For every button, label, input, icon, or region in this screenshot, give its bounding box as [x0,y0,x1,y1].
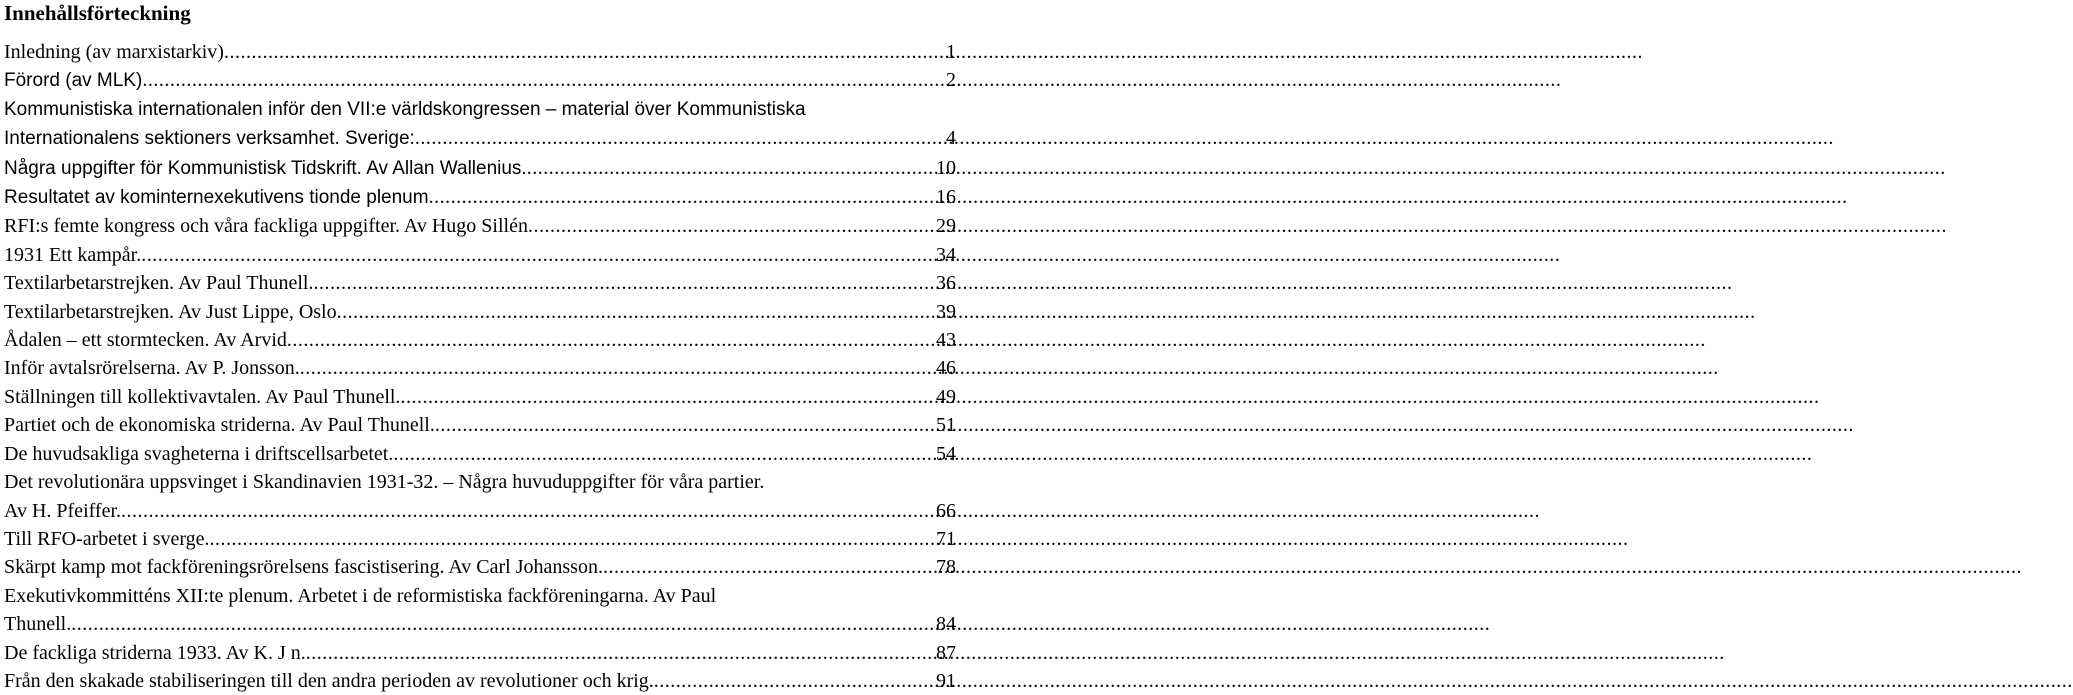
page-number: 87 [936,641,956,664]
toc-entry[interactable] [4,354,956,382]
dot-leader [603,553,934,581]
entry-title: Thunell. [4,613,72,636]
entry-title: 1931 Ett kampår. [4,243,142,266]
dot-leader [654,667,934,695]
entry-title: Resultatet av kominternexekutivens tionde plenum [4,187,429,209]
entry-title: Skärpt kamp mot fackföreningsrörelsens fascistisering. Av Carl Johansson. [4,556,603,579]
dot-leader [224,38,944,66]
dot-leader [210,525,934,553]
entry-title: Textilarbetarstrejken. Av Paul Thunell. [4,272,314,295]
dot-leader [429,183,934,211]
toc-heading: Innehållsförteckning [4,1,191,25]
entry-title: Förord (av MLK) [4,70,143,92]
dot-leader [306,639,934,667]
page-number: 2 [946,69,956,92]
page-number: 49 [936,385,956,408]
page-number: 66 [936,499,956,522]
entry-title: Inledning (av marxistarkiv) [4,41,224,63]
entry-title: Partiet och de ekonomiska striderna. Av Paul Thunell. [4,414,435,437]
dot-leader [400,383,934,411]
page-number: 43 [936,329,956,352]
entry-title: Textilarbetarstrejken. Av Just Lippe, Oslo [4,300,337,323]
table-of-contents [4,38,956,695]
toc-entry[interactable] [4,326,956,354]
page-number: 29 [936,215,956,238]
page-number: 84 [936,613,956,636]
toc-entry[interactable] [4,440,956,468]
dot-leader [142,66,944,94]
toc-entry[interactable] [4,667,956,695]
toc-entry[interactable] [4,183,956,212]
toc-entry[interactable] [4,154,956,183]
page-number: 91 [936,669,956,692]
dot-leader [528,212,934,240]
dot-leader [337,298,934,326]
toc-entry[interactable] [4,96,956,154]
page-number: 39 [936,300,956,323]
document-page [0,0,960,695]
entry-title-line-1: Kommunistiska internationalen inför den VII:e världskongressen – material över Kommunistiska [4,98,806,120]
page-number: 16 [936,186,956,209]
page-number: 10 [936,156,956,179]
entry-title: Några uppgifter för Kommunistisk Tidskrift. Av Allan Wallenius. [4,157,527,179]
entry-title: Av H. Pfeiffer. [4,499,122,522]
entry-title: Internationalens sektioners verksamhet. Sverige: [4,128,415,150]
entry-title-line-1: Det revolutionära uppsvinget i Skandinavien 1931-32. – Några huvuduppgifter för våra partier. [4,471,765,494]
toc-entry[interactable] [4,639,956,667]
page-number: 1 [946,41,956,63]
toc-entry[interactable] [4,525,956,553]
page-number: 71 [936,527,956,550]
dot-leader [287,326,934,354]
page-number: 4 [946,127,956,150]
entry-title: Ställningen till kollektivavtalen. Av Paul Thunell. [4,385,401,408]
dot-leader [141,241,934,269]
toc-entry[interactable] [4,212,956,240]
entry-title: RFI:s femte kongress och våra fackliga uppgifter. Av Hugo Sillén [4,215,528,238]
dot-leader [527,154,934,182]
toc-entry[interactable] [4,66,956,95]
entry-title: Från den skakade stabiliseringen till den andra perioden av revolutioner och krig. [4,669,654,692]
toc-entry[interactable] [4,38,956,66]
dot-leader [415,124,944,152]
toc-entry[interactable] [4,383,956,411]
toc-entry[interactable] [4,298,956,326]
dot-leader [71,610,934,638]
page-number: 46 [936,357,956,380]
entry-title: De fackliga striderna 1933. Av K. J n. [4,641,306,664]
toc-entry[interactable] [4,553,956,581]
dot-leader [121,497,934,525]
dot-leader [393,440,934,468]
page-number: 54 [936,442,956,465]
toc-entry[interactable] [4,468,956,525]
entry-title: Till RFO-arbetet i sverge. [4,527,210,550]
toc-entry[interactable] [4,269,956,297]
toc-entry[interactable] [4,582,956,639]
entry-title: Ådalen – ett stormtecken. Av Arvid [4,329,287,352]
entry-title-line-1: Exekutivkommitténs XII:te plenum. Arbetet i de reformistiska fackföreningarna. Av Paul [4,584,717,607]
toc-entry[interactable] [4,241,956,269]
dot-leader [313,269,934,297]
toc-entry[interactable] [4,411,956,439]
page-number: 51 [936,414,956,437]
dot-leader [435,411,934,439]
page-number: 36 [936,272,956,295]
entry-title: De huvudsakliga svagheterna i driftscellsarbetet. [4,442,394,465]
page-number: 34 [936,243,956,266]
entry-title: Inför avtalsrörelserna. Av P. Jonsson. [4,357,300,380]
dot-leader [300,354,934,382]
page-number: 78 [936,556,956,579]
